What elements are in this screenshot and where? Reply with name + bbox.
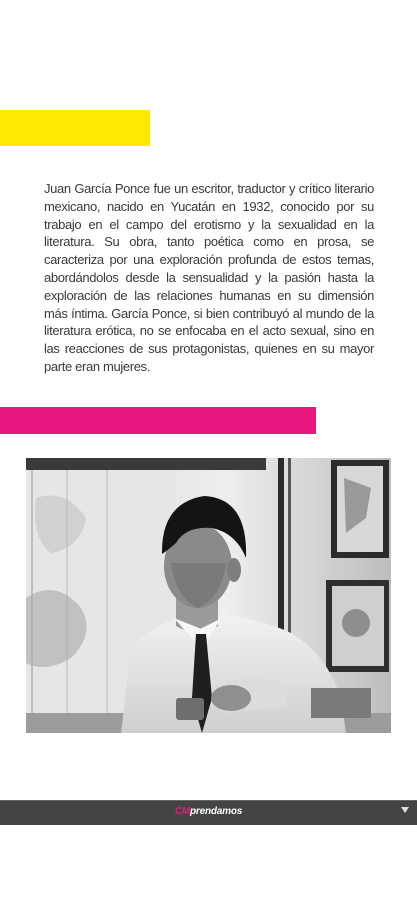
brand-prefix: CM (174, 806, 191, 817)
bottom-toolbar (0, 800, 417, 825)
brand-logo[interactable] (0, 806, 417, 817)
chevron-down-icon[interactable] (401, 807, 409, 813)
brand-suffix: prendamos (190, 806, 243, 817)
portrait-photo (26, 458, 391, 733)
yellow-accent-bar (0, 110, 150, 146)
pink-accent-bar (0, 407, 316, 434)
bio-paragraph: Juan García Ponce fue un escritor, traductor y crítico literario mexicano, nacido en Yucatán en 1932, conocido por su trabajo en el campo del erotismo y la sexualidad en la literatura. Su obra, tanto poética como en prosa, se caracteriza por una exploración profunda de estos temas, abordándolos desde la sensualidad y la pasión hasta la exploración de las relaciones humanas en su dimensión más íntima. García Ponce, si bien contribuyó al mundo de la literatura erótica, no se enfocaba en el acto sexual, sino en las reacciones de sus protagonistas, quienes en su mayor parte eran mujeres. (44, 181, 374, 374)
